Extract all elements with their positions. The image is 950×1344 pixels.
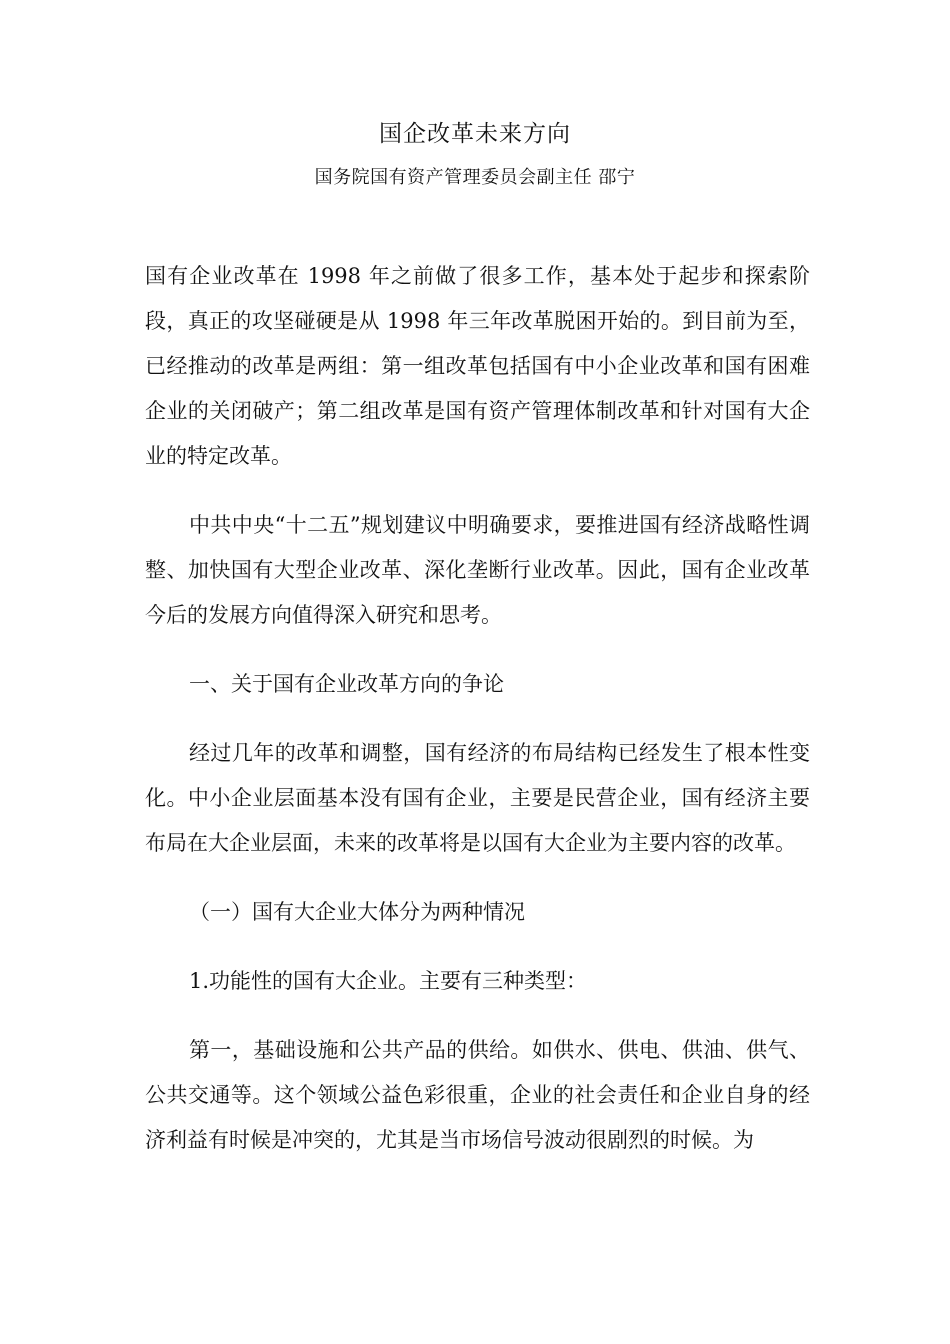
paragraph-structure: 经过几年的改革和调整，国有经济的布局结构已经发生了根本性变化。中小企业层面基本没有国有企业，主要是民营企业，国有经济主要布局在大企业层面，未来的改革将是以国有大企业为主要内容的改革。 xyxy=(145,741,810,855)
document-title: 国企改革未来方向 xyxy=(379,121,571,147)
subsection-heading: （一）国有大企业大体分为两种情况 xyxy=(189,900,525,924)
paragraph-first-type: 第一，基础设施和公共产品的供给。如供水、供电、供油、供气、公共交通等。这个领域公益色彩很重，企业的社会责任和企业自身的经济利益有时候是冲突的，尤其是当市场信号波动很剧烈的时候。为 xyxy=(145,1038,810,1152)
document-subtitle: 国务院国有资产管理委员会副主任 邵宁 xyxy=(314,167,636,188)
section-heading: 一、关于国有企业改革方向的争论 xyxy=(189,672,504,696)
paragraph-intro: 国有企业改革在 1998 年之前做了很多工作，基本处于起步和探索阶段，真正的攻坚碰硬是从 1998 年三年改革脱困开始的。到目前为至，已经推动的改革是两组：第一组改革包括国有中小企业改革和国有困难企业的关闭破产；第二组改革是国有资产管理体制改革和针对国有大企业的特定改革。 xyxy=(145,264,810,468)
document-body xyxy=(145,254,810,1187)
list-heading: 1.功能性的国有大企业。主要有三种类型： xyxy=(189,969,588,993)
paragraph-plan: 中共中央“十二五”规划建议中明确要求，要推进国有经济战略性调整、加快国有大型企业改革、深化垄断行业改革。因此，国有企业改革今后的发展方向值得深入研究和思考。 xyxy=(145,513,810,627)
